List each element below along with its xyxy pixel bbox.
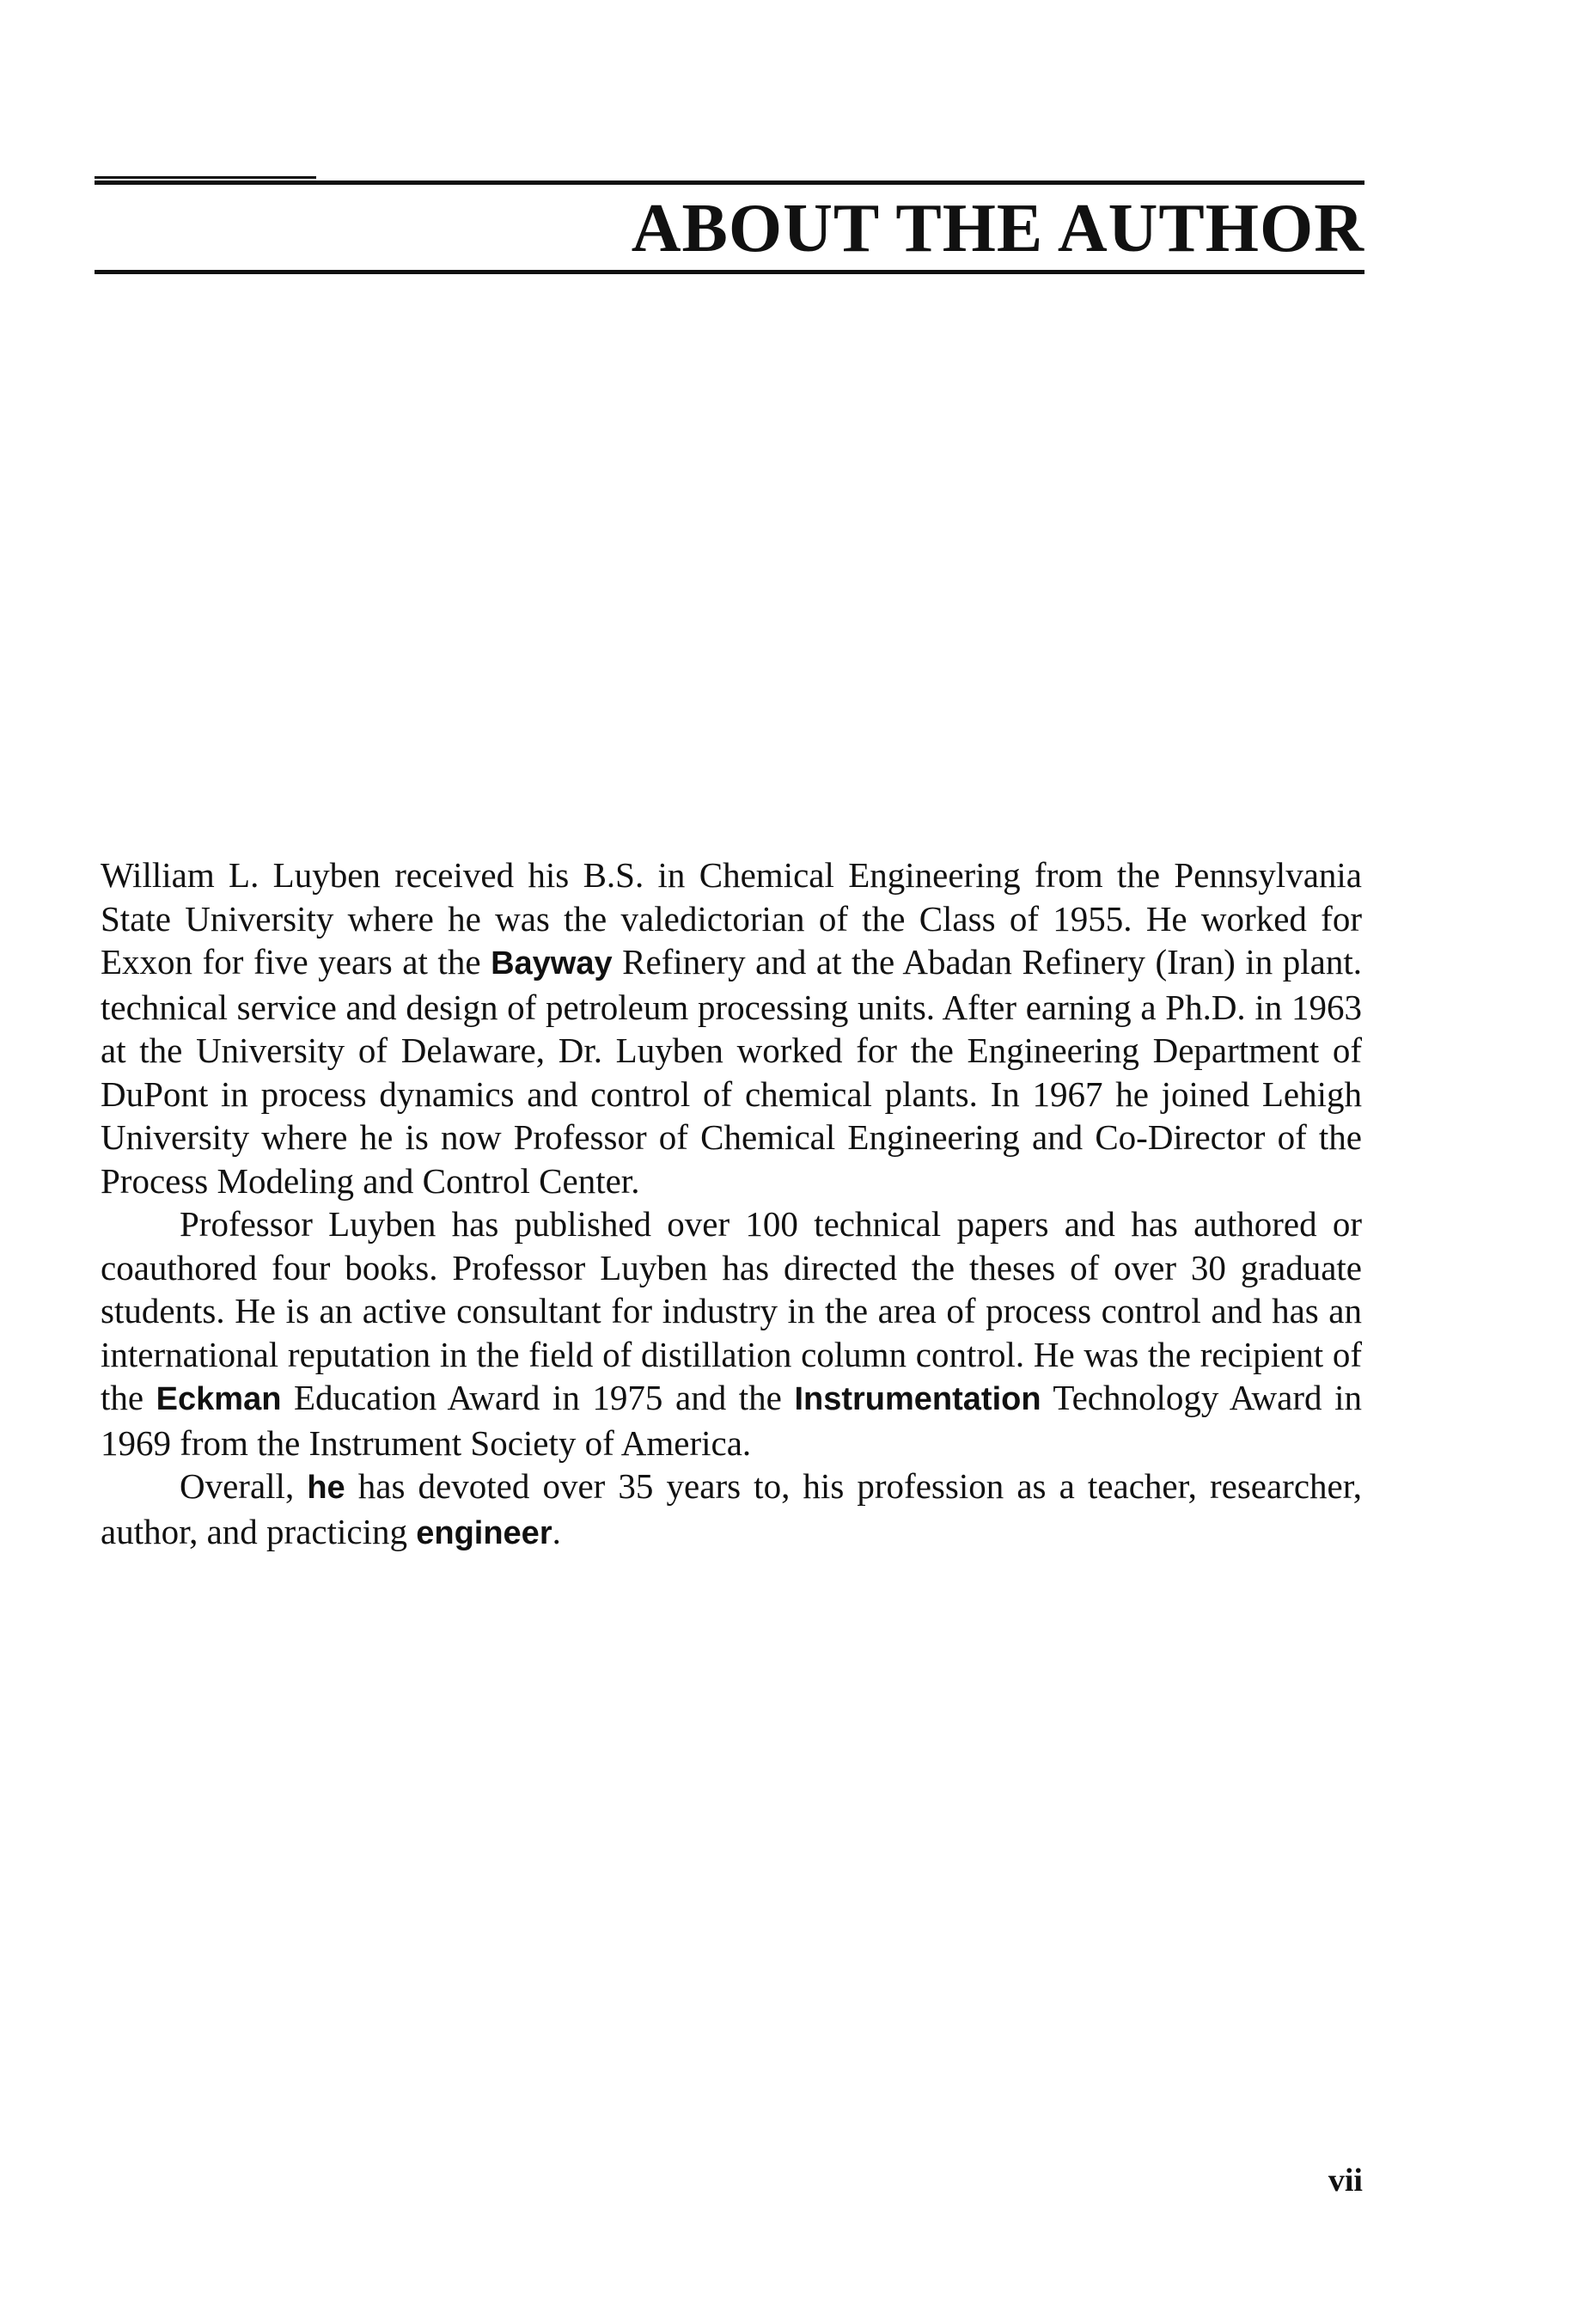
paragraph-text: Refinery and at the Abadan Refinery (Iran) in plant. technical service and design of petroleum processing units. After earning a Ph.D. in 1963 at the University of Delaware, Dr. Luyben worked for the Engineering Department of DuPont in process dynamics and control of chemical plants. In 1967 he joined Lehigh University where he is now Professor of Chemical Engineering and Co-Director of the Process Modeling and Control Center. [101, 942, 1362, 1201]
emphasized-text: he [307, 1470, 345, 1506]
emphasized-text: Eckman [156, 1381, 282, 1417]
page-title: ABOUT THE AUTHOR [631, 191, 1364, 266]
emphasized-text: Instrumentation [794, 1381, 1041, 1417]
emphasized-text: Bayway [491, 945, 613, 982]
paragraph-text: Education Award in 1975 and the [281, 1378, 795, 1417]
paragraph-text: Professor Luyben has published over 100 technical papers and has authored or coauthored four books. Professor Luyben has directed the theses of over 30 graduate students. He is an active consultant for industry in the area of process control and has an international reputation in the field of distillation column control. He was the recipient of the [101, 1204, 1362, 1417]
biography-paragraph-2 [101, 1202, 1362, 1465]
paragraph-text: Technology Award in 1969 from the Instrument Society of America. [101, 1378, 1362, 1463]
paragraph-text: . [552, 1511, 561, 1551]
biography-paragraph-3 [101, 1465, 1362, 1555]
biography-paragraph-1 [101, 853, 1362, 1202]
page-number: vii [1328, 2162, 1363, 2199]
header-rule-top [95, 180, 1364, 185]
paragraph-text: has devoted over 35 years to, his profession as a teacher, researcher, author, and practicing [101, 1466, 1362, 1551]
emphasized-text: engineer [416, 1514, 552, 1551]
header-rule-short [95, 176, 316, 179]
paragraph-text: William L. Luyben received his B.S. in Chemical Engineering from the Pennsylvania State University where he was the valedictorian of the Class of 1955. He worked for Exxon for five years at the [101, 855, 1362, 982]
header-rule-bottom [95, 270, 1364, 274]
author-biography [101, 853, 1362, 1555]
paragraph-text: Overall, [180, 1466, 308, 1506]
